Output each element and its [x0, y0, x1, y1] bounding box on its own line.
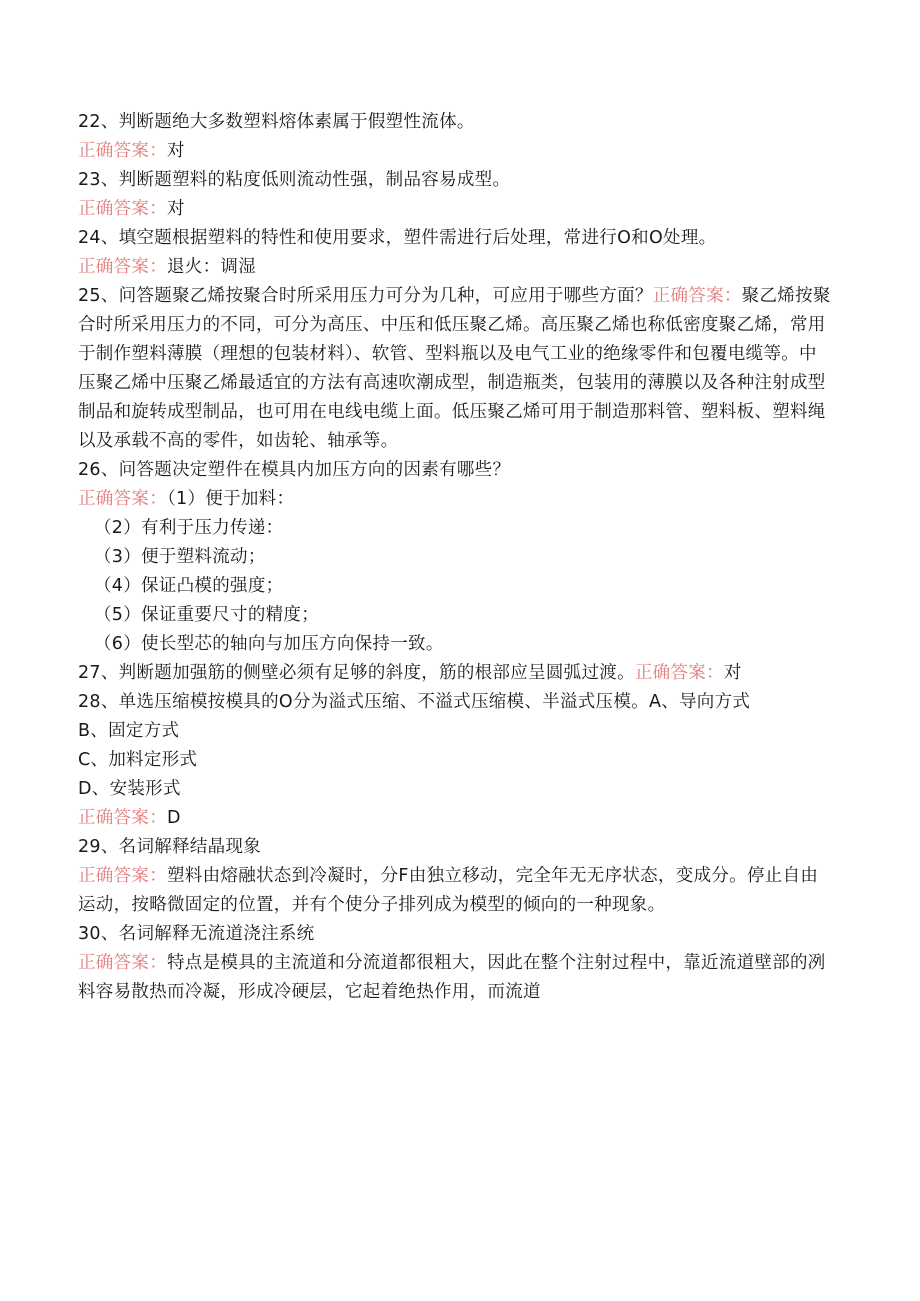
- answer-label: 正确答案：: [78, 199, 167, 219]
- answer-23-text: 对: [167, 199, 185, 219]
- answer-label: 正确答案：: [634, 663, 724, 683]
- answer-30-text: 特点是模具的主流道和分流道都很粗大，因此在整个注射过程中，靠近流道壁部的冽料容易散热而冷凝，形成冷硬层，它起着绝热作用，而流道: [78, 953, 826, 1002]
- option-c: C、加料定形式: [78, 750, 198, 770]
- option-b: B、固定方式: [78, 721, 180, 741]
- document-body: [78, 108, 834, 1007]
- answer-24: [78, 253, 834, 282]
- answer-label: 正确答案：: [78, 141, 167, 161]
- answer-26-item-3: （3）便于塑料流动；: [94, 547, 266, 567]
- question-26-text: 26、问答题决定塑件在模具内加压方向的因素有哪些？: [78, 460, 511, 480]
- answer-label: 正确答案：: [78, 808, 167, 828]
- answer-label: 正确答案：: [652, 286, 742, 306]
- answer-24-text: 退火：调湿: [167, 257, 256, 277]
- question-29: [78, 833, 834, 862]
- answer-26-item-6: （6）使长型芯的轴向与加压方向保持一致。: [94, 634, 444, 654]
- answer-26-item-1: （1）便于加料：: [167, 489, 295, 509]
- question-24-text: 24、填空题根据塑料的特性和使用要求，塑件需进行后处理，常进行O和O处理。: [78, 228, 717, 248]
- answer-label: 正确答案：: [78, 953, 167, 973]
- question-22: [78, 108, 834, 137]
- question-22-text: 22、判断题绝大多数塑料熔体素属于假塑性流体。: [78, 112, 475, 132]
- answer-30: [78, 949, 834, 1007]
- question-28-text: 28、单选压缩模按模具的O分为溢式压缩、不溢式压缩模、半溢式压模。A、导向方式: [78, 692, 751, 712]
- answer-26-item-4: （4）保证凸模的强度；: [94, 576, 284, 596]
- answer-23: [78, 195, 834, 224]
- answer-27-text: 对: [723, 663, 742, 683]
- answer-25-text: 聚乙烯按聚合时所采用压力的不同，可分为高压、中压和低压聚乙烯。高压聚乙烯也称低密度聚乙烯，常用于制作塑料薄膜（理想的包装材料）、软管、型料瓶以及电气工业的绝缘零件和包覆电缆等。中压聚乙烯中压聚乙烯最适宜的方法有高速吹潮成型，制造瓶类，包装用的薄膜以及各种注射成型制品和旋转成型制品，也可用在电线电缆上面。低压聚乙烯可用于制造那料管、塑料板、塑料绳以及承载不高的零件，如齿轮、轴承等。: [78, 286, 831, 451]
- question-26: [78, 456, 834, 485]
- question-25-text: 25、问答题聚乙烯按聚合时所采用压力可分为几种，可应用于哪些方面？: [78, 286, 653, 306]
- answer-26: [78, 485, 834, 514]
- question-25: [78, 282, 834, 456]
- question-30-text: 30、名词解释无流道浇注系统: [78, 924, 315, 944]
- question-23-text: 23、判断题塑料的粘度低则流动性强，制品容易成型。: [78, 170, 511, 190]
- answer-label: 正确答案：: [78, 489, 167, 509]
- answer-22: [78, 137, 834, 166]
- question-30: [78, 920, 834, 949]
- answer-28: [78, 804, 834, 833]
- question-28: [78, 688, 834, 717]
- question-29-text: 29、名词解释结晶现象: [78, 837, 262, 857]
- answer-26-item-5: （5）保证重要尺寸的精度；: [94, 605, 320, 625]
- answer-label: 正确答案：: [78, 866, 167, 886]
- question-24: [78, 224, 834, 253]
- answer-29-text: 塑料由熔融状态到冷凝时，分F由独立移动，完全年无无序状态，变成分。停止自由运动，按略微固定的位置，并有个使分子排列成为模型的倾向的一种现象。: [78, 866, 819, 915]
- option-d: D、安装形式: [78, 779, 181, 799]
- answer-28-text: D: [167, 808, 181, 828]
- question-27: [78, 659, 834, 688]
- answer-label: 正确答案：: [78, 257, 167, 277]
- answer-26-item-2: （2）有利于压力传递：: [94, 518, 284, 538]
- answer-22-text: 对: [167, 141, 185, 161]
- question-27-text: 27、判断题加强筋的侧壁必须有足够的斜度，筋的根部应呈圆弧过渡。: [78, 663, 635, 683]
- answer-29: [78, 862, 834, 920]
- question-23: [78, 166, 834, 195]
